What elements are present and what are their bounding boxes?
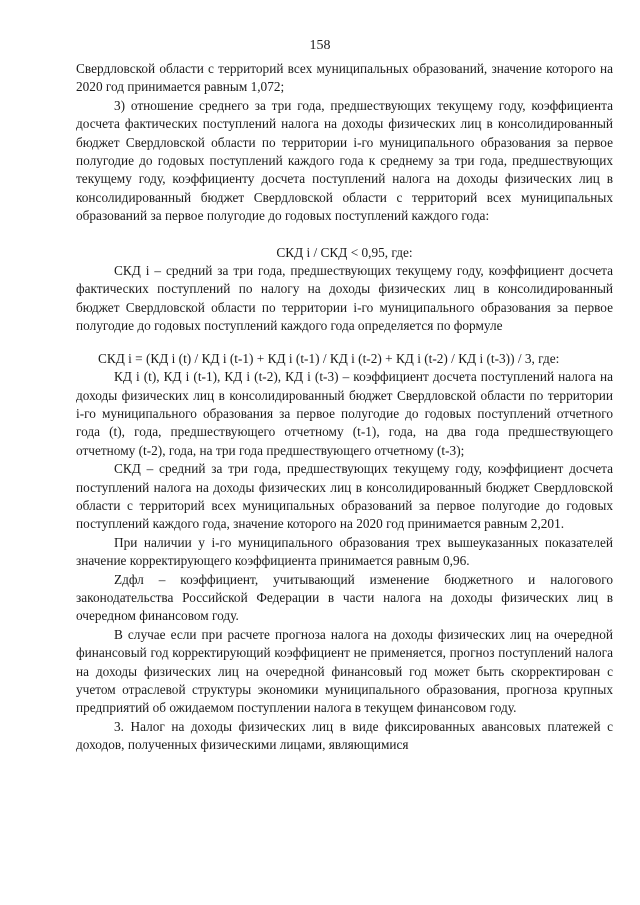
formula-ratio: СКД i / СКД < 0,95, где: <box>276 244 413 260</box>
paragraph-zdfl: Zдфл – коэффициент, учитывающий изменение бюджетного и налогового законодательства Российской Федерации в части налога на доходы физических лиц в очередном финансовом году. <box>76 571 613 624</box>
paragraph-forecast-adjustment: В случае если при расчете прогноза налога на доходы физических лиц на очередной финансовый год корректирующий коэффициент не применяется, прогноз поступлений налога на доходы физических лиц на очередной финансовый год может быть скорректирован с учетом отраслевой структуры экономики муниципального образования, прогноза крупных предприятий об ожидаемом поступлении налога в текущем финансовом году. <box>76 626 613 716</box>
formula-skd: СКД i = (КД i (t) / КД i (t-1) + КД i (t-1) / КД i (t-2) + КД i (t-2) / КД i (t-3)) / 3, где: <box>98 350 560 366</box>
paragraph-item-3-fixed-payments: 3. Налог на доходы физических лиц в виде фиксированных авансовых платежей с доходов, полученных физическими лицами, являющимися <box>76 718 613 753</box>
page-number: 158 <box>309 38 331 53</box>
document-body <box>76 60 613 755</box>
paragraph-item-3: 3) отношение среднего за три года, предшествующих текущему году, коэффициента досчета фактических поступлений налога на доходы физических лиц в консолидированный бюджет Свердловской области по территории i-го муниципального образования за первое полугодие до годовых поступлений каждого года к среднему за три года, предшествующих текущему году, коэффициенту досчета поступлений налога на доходы физических лиц в консолидированный бюджет Свердловской области с территорий всех муниципальных образований за первое полугодие до годовых поступлений каждого года: <box>76 97 613 224</box>
spacer <box>76 336 613 350</box>
paragraph-skd-average: СКД – средний за три года, предшествующих текущему году, коэффициент досчета поступлений налога на доходы физических лиц в консолидированный бюджет Свердловской области с территорий всех муниципальных образований за первое полугодие до годовых поступлений каждого года, значение которого на 2020 год принимается равным 2,201. <box>76 461 613 532</box>
spacer <box>76 226 613 244</box>
paragraph-continuation: Свердловской области с территорий всех муниципальных образований, значение которого на 2020 год принимается равным 1,072; <box>76 61 613 95</box>
paragraph-skd-definition: СКД i – средний за три года, предшествующих текущему году, коэффициент досчета фактических поступлений по налогу на доходы физических лиц в консолидированный бюджет Свердловской области по территории i-го муниципального образования за первое полугодие до годовых поступлений каждого года определяется по формуле <box>76 263 613 334</box>
paragraph-coefficient-096: При наличии у i-го муниципального образования трех вышеуказанных показателей значение корректирующего коэффициента принимается равным 0,96. <box>76 534 613 569</box>
paragraph-kd-definition: КД i (t), КД i (t-1), КД i (t-2), КД i (t-3) – коэффициент досчета поступлений налога на доходы физических лиц в консолидированный бюджет Свердловской области по территории i-го муниципального образования за первое полугодие до годовых поступлений отчетного года (t), года, предшествующего отчетному (t-1), года, на два года предшествующего отчетному (t-2), года, на три года предшествующего отчетному (t-3); <box>76 369 613 458</box>
